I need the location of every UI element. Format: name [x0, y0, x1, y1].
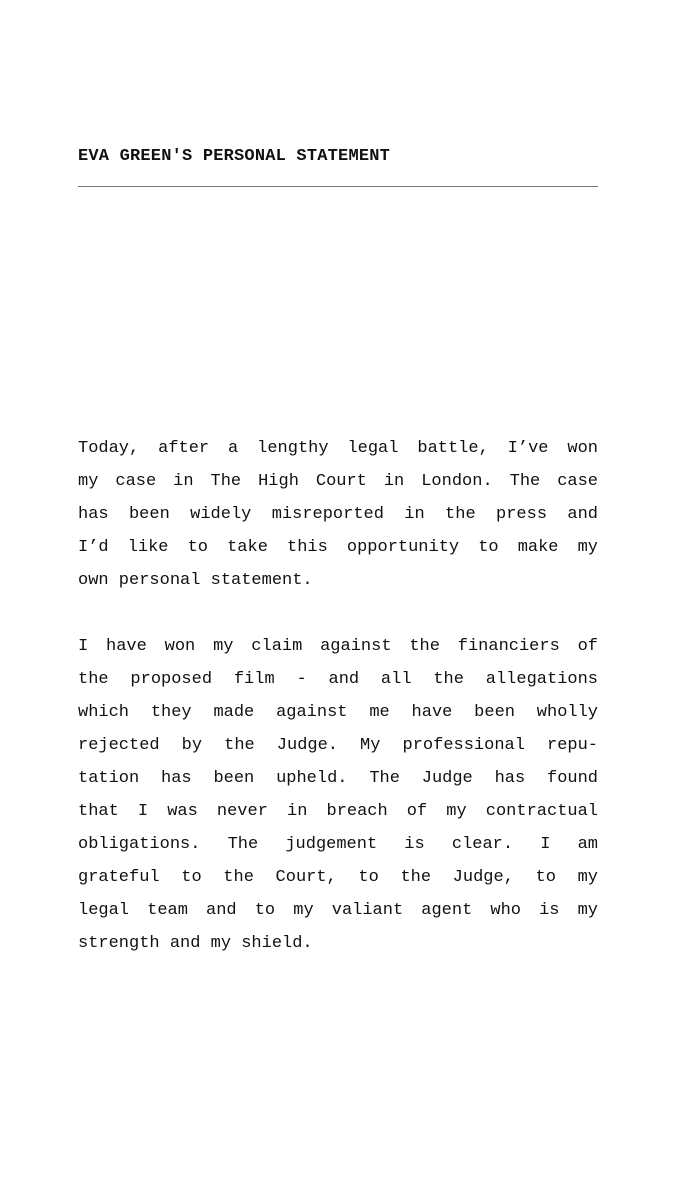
paragraph-2-line-10: strength and my shield.: [78, 934, 313, 953]
paragraph-2-line-6: that I was never in breach of my contractual: [78, 802, 598, 821]
paragraph-1-line-2: my case in The High Court in London. The case: [78, 472, 598, 491]
paragraph-2-line-1: I have won my claim against the financiers of: [78, 637, 598, 656]
paragraph-1: [78, 432, 598, 597]
paragraph-1-line-3: has been widely misreported in the press and: [78, 505, 598, 524]
paragraph-2-line-9: legal team and to my valiant agent who is my: [78, 901, 598, 920]
paragraph-2-line-8: grateful to the Court, to the Judge, to my: [78, 868, 598, 887]
paragraph-1-line-4: I’d like to take this opportunity to make my: [78, 538, 598, 557]
paragraph-1-line-5: own personal statement.: [78, 571, 313, 590]
paragraph-2-line-5: tation has been upheld. The Judge has found: [78, 769, 598, 788]
paragraph-2: [78, 630, 598, 960]
statement-body: [78, 432, 598, 960]
paragraph-2-line-7: obligations. The judgement is clear. I am: [78, 835, 598, 854]
paragraph-2-line-2: the proposed film - and all the allegations: [78, 670, 598, 689]
statement-title: EVA GREEN'S PERSONAL STATEMENT: [78, 147, 391, 166]
paragraph-2-line-4: rejected by the Judge. My professional repu-: [78, 736, 598, 755]
paragraph-2-line-3: which they made against me have been wholly: [78, 703, 598, 722]
title-divider: [78, 186, 598, 187]
paragraph-spacer: [78, 597, 598, 630]
paragraph-1-line-1: Today, after a lengthy legal battle, I’ve won: [78, 439, 598, 458]
